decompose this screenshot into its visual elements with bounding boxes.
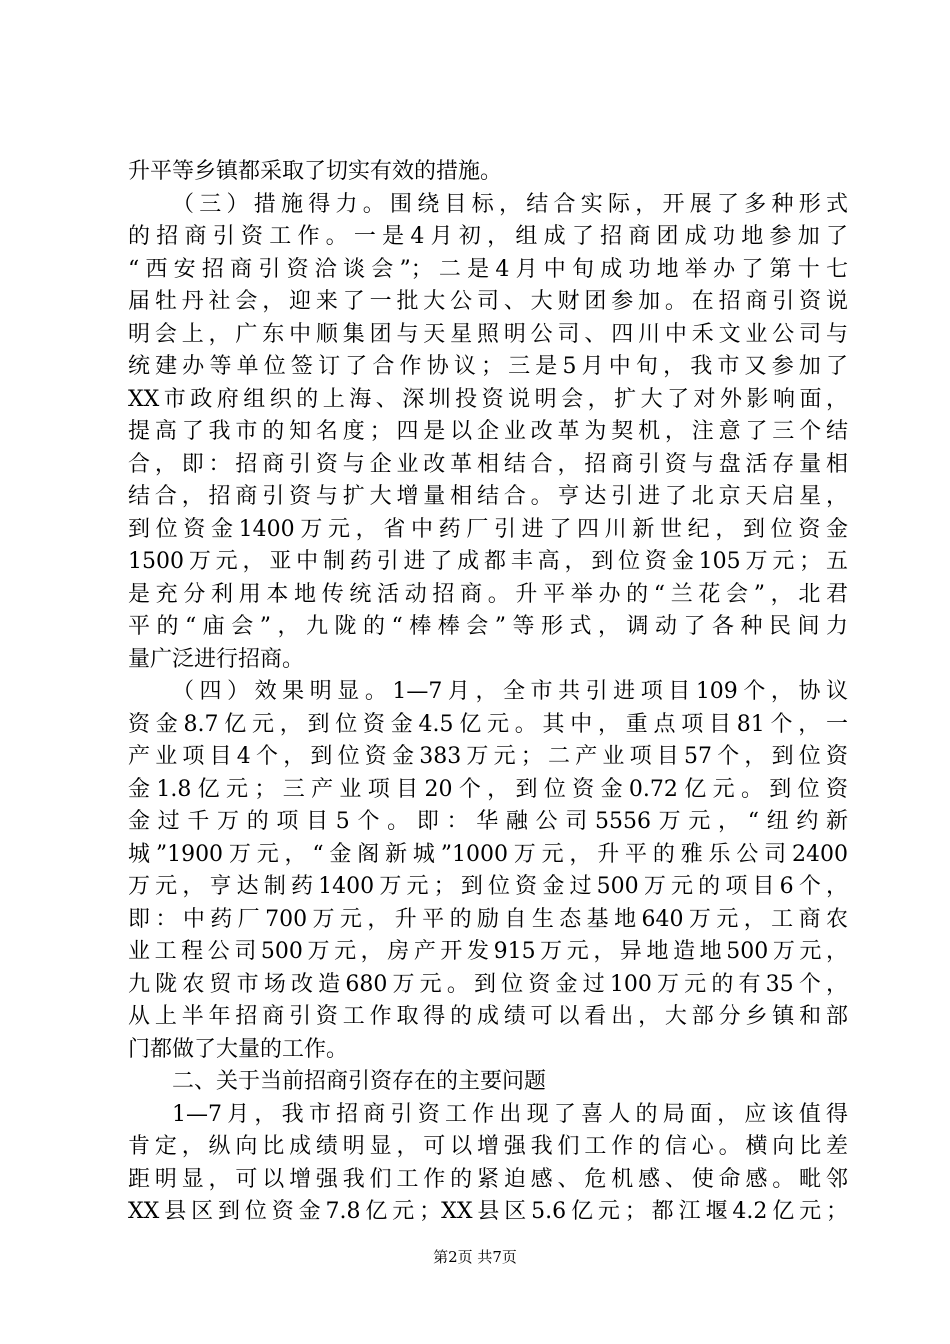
text-line: 万元，亨达制药1400万元；到位资金过500万元的项目6个，: [128, 874, 848, 899]
text-line: 量广泛进行招商。: [128, 646, 305, 672]
text-line: 从上半年招商引资工作取得的成绩可以看出，大部分乡镇和部: [128, 1004, 848, 1029]
text-line: 门都做了大量的工作。: [128, 1036, 349, 1062]
text-line: （三）措施得力。围绕目标，结合实际，开展了多种形式: [172, 191, 848, 217]
text-line: XX市政府组织的上海、深圳投资说明会，扩大了对外影响面，: [128, 386, 848, 412]
text-line: 肯定，纵向比成绩明显，可以增强我们工作的信心。横向比差: [128, 1134, 848, 1159]
text-line: 的招商引资工作。一是4月初，组成了招商团成功地参加了: [128, 224, 848, 249]
text-line: 城”1900万元，“金阁新城”1000万元，升平的雅乐公司2400: [128, 841, 848, 867]
text-line: 业工程公司500万元，房产开发915万元，异地造地500万元，: [128, 939, 848, 964]
text-line: 是充分利用本地传统活动招商。升平举办的“兰花会”，北君: [128, 581, 848, 607]
text-line: 合，即：招商引资与企业改革相结合，招商引资与盘活存量相: [128, 451, 848, 477]
text-line: 金1.8亿元；三产业项目20个，到位资金0.72亿元。到位资: [128, 776, 848, 802]
text-line: 1500万元，亚中制药引进了成都丰高，到位资金105万元；五: [128, 549, 848, 574]
text-line: “西安招商引资洽谈会”；二是4月中旬成功地举办了第十七: [128, 256, 848, 282]
page-footer: [0, 1246, 950, 1267]
text-line: 到位资金1400万元，省中药厂引进了四川新世纪，到位资金: [128, 516, 848, 542]
text-line: 金过千万的项目5个。即：华融公司5556万元，“纽约新: [128, 809, 848, 834]
text-line: 九陇农贸市场改造680万元。到位资金过100万元的有35个，: [128, 971, 848, 997]
text-line: 距明显，可以增强我们工作的紧迫感、危机感、使命感。毗邻: [128, 1166, 848, 1192]
page-number: 第2页 共7页: [433, 1248, 517, 1266]
text-line: 即：中药厂700万元，升平的励自生态基地640万元，工商农: [128, 906, 848, 932]
text-line: 产业项目4个，到位资金383万元；二产业项目57个，到位资: [128, 744, 848, 769]
text-line: 平的“庙会”，九陇的“棒棒会”等形式，调动了各种民间力: [128, 614, 848, 639]
text-line: 1—7月，我市招商引资工作出现了喜人的局面，应该值得: [172, 1101, 848, 1127]
text-line: 届牡丹社会，迎来了一批大公司、大财团参加。在招商引资说: [128, 289, 848, 314]
text-line: 提高了我市的知名度；四是以企业改革为契机，注意了三个结: [128, 419, 848, 444]
text-line: 升平等乡镇都采取了切实有效的措施。: [128, 159, 503, 184]
section-heading: 二、关于当前招商引资存在的主要问题: [172, 1069, 547, 1094]
document-body: [128, 156, 848, 1229]
text-line: 明会上，广东中顺集团与天星照明公司、四川中禾文业公司与: [128, 321, 848, 347]
text-line: 统建办等单位签订了合作协议；三是5月中旬，我市又参加了: [128, 354, 848, 379]
text-line: XX县区到位资金7.8亿元；XX县区5.6亿元；都江堰4.2亿元；: [128, 1199, 848, 1224]
text-line: 结合，招商引资与扩大增量相结合。亨达引进了北京天启星，: [128, 484, 848, 509]
text-line: 资金8.7亿元，到位资金4.5亿元。其中，重点项目81个，一: [128, 711, 848, 737]
text-line: （四）效果明显。1—7月，全市共引进项目109个，协议: [172, 679, 848, 704]
